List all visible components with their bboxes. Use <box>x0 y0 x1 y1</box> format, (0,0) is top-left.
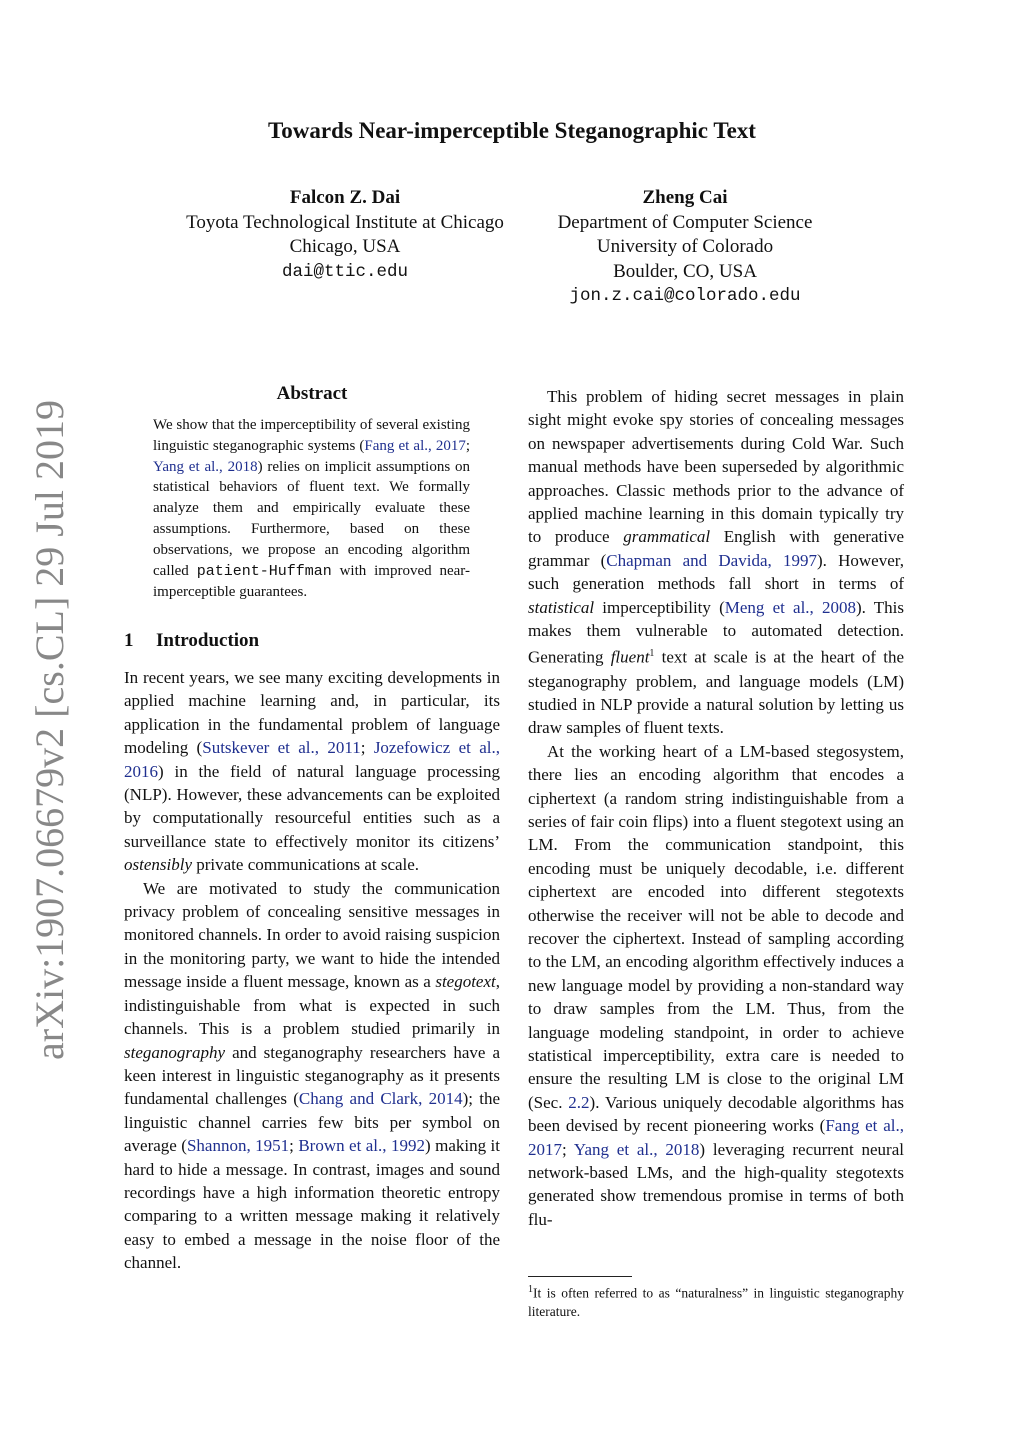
section-ref-link[interactable]: 2.2 <box>568 1092 590 1112</box>
emphasis: grammatical <box>623 527 711 547</box>
abstract-heading: Abstract <box>276 383 348 404</box>
text-run: In recent years, we see many exciting developments in applied machine learning and, in particular, its application in the fundamental problem of language modeling ( <box>124 668 500 758</box>
emphasis: ostensibly <box>124 855 192 875</box>
citation-link[interactable]: Chang and Clark, 2014 <box>298 1089 463 1109</box>
citation-link[interactable]: Yang et al., 2018 <box>573 1139 700 1159</box>
citation-link[interactable]: Chapman and Davida, 1997 <box>606 550 817 570</box>
text-run: ; <box>360 738 374 758</box>
emphasis: statistical <box>528 597 595 617</box>
text-run: and steganography researchers have a keen interest in linguistic steganography as it presents fundamental challenges ( <box>124 1042 500 1109</box>
paragraph <box>124 666 500 877</box>
text-run: ). Various uniquely decodable algorithms has been devised by recent pioneering works ( <box>528 1092 904 1136</box>
left-column <box>124 666 500 1275</box>
citation-link[interactable]: Meng et al., 2008 <box>724 597 856 617</box>
text-run: ; <box>562 1139 574 1159</box>
author-email[interactable]: jon.z.cai@colorado.edu <box>569 286 801 306</box>
abstract-body <box>153 415 470 603</box>
text-run: , indistinguishable from what is expected in such channels. This is a problem studied primarily in <box>124 972 500 1039</box>
author-block-2 <box>520 186 850 309</box>
paragraph <box>528 740 904 1232</box>
right-column <box>528 385 904 1231</box>
section-number: 1 <box>124 630 134 651</box>
author-name: Zheng Cai <box>642 187 728 208</box>
abstract-text: ) relies on implicit assumptions on statistical behaviors of fluent text. We formally analyze them and empirically evaluate these assumptions. Furthermore, based on these observations, we propose an encoding algorithm called <box>153 458 470 579</box>
text-run: ); the linguistic channel carries few bits per symbol on average ( <box>124 1089 501 1156</box>
abstract-text: We show that the imperceptibility of several existing linguistic steganographic systems ( <box>153 417 470 454</box>
author-location: Chicago, USA <box>289 236 401 257</box>
emphasis: fluent <box>610 648 650 668</box>
text-run: ) leveraging recurrent neural network-based LMs, and the high-quality stegotexts generated show tremendous promise in terms of both flu- <box>528 1139 904 1229</box>
footnote <box>528 1281 904 1321</box>
citation-link[interactable]: Sutskever et al., 2011 <box>202 738 361 758</box>
text-run: text at scale is at the heart of the steganography problem, and language models (LM) studied in NLP provide a natural solution by letting us draw samples of fluent texts. <box>528 648 904 738</box>
author-block-1 <box>150 186 540 284</box>
text-run: ). However, such generation methods fall short in terms of <box>528 550 904 594</box>
text-run: ) in the field of natural language processing (NLP). However, these advancements can be exploited by computationally resourceful entities such as a surveillance state to effectively monitor its citizens’ <box>124 761 500 851</box>
text-run: ; <box>289 1136 299 1156</box>
abstract-text: with improved near-imperceptible guarantees. <box>153 562 470 601</box>
text-run: We are motivated to study the communication privacy problem of concealing sensitive messages in monitored channels. In order to avoid raising suspicion in the monitoring party, we want to hide the intended message inside a fluent message, known as a <box>124 878 500 992</box>
paragraph <box>528 385 904 740</box>
footnote-marker[interactable]: 1 <box>649 648 655 660</box>
author-name: Falcon Z. Dai <box>289 187 401 208</box>
emphasis: steganography <box>124 1042 226 1062</box>
author-affiliation: University of Colorado <box>596 236 774 257</box>
author-email[interactable]: dai@ttic.edu <box>281 261 409 282</box>
emphasis: stegotext <box>435 972 496 992</box>
abstract-text: ; <box>465 437 470 454</box>
author-affiliation: Toyota Technological Institute at Chicago <box>186 211 504 233</box>
footnote-rule <box>528 1276 632 1277</box>
author-department: Department of Computer Science <box>557 211 813 233</box>
citation-link[interactable]: Fang et al., 2017 <box>528 1116 904 1159</box>
arxiv-stamp: arXiv:1907.06679v2 [cs.CL] 29 Jul 2019 <box>27 400 72 1060</box>
algorithm-name: patient-Huffman <box>196 562 332 580</box>
section-title: Introduction <box>156 630 260 651</box>
citation-link[interactable]: Shannon, 1951 <box>186 1136 290 1156</box>
footnote-text: It is often referred to as “naturalness” in linguistic steganography literature. <box>528 1285 904 1319</box>
text-run: At the working heart of a LM-based stegosystem, there lies an encoding algorithm that encodes a ciphertext (a random string indistinguishable from a series of fair coin flips) into a fluent stegotext using an LM. From the communication standpoint, this encoding must be uniquely decodable, i.e. different ciphertext are encoded into different stegotexts otherwise the receiver will not be able to decode and recover the ciphertext. Instead of sampling according to the LM, an encoding algorithm effectively induces a new language model by providing a non-standard way to draw samples from the LM. Thus, from the language modeling standpoint, in order to achieve statistical imperceptibility, extra care is needed to ensure the resulting LM is close to the original LM (Sec. <box>528 741 904 1112</box>
author-location: Boulder, CO, USA <box>613 260 757 282</box>
citation-link[interactable]: Yang et al., 2018 <box>153 458 258 475</box>
paper-title: Towards Near-imperceptible Steganographic Text <box>268 118 756 143</box>
section-heading <box>124 630 259 652</box>
text-run: imperceptibility ( <box>594 597 725 617</box>
text-run: English with generative grammar ( <box>528 527 904 570</box>
text-run: ) making it hard to hide a message. In contrast, images and sound recordings have a high information theoretic entropy comparing to a written message making it relatively easy to embed a message in the noise floor of the channel. <box>124 1136 500 1273</box>
citation-link[interactable]: Fang et al., 2017 <box>364 437 466 454</box>
paragraph <box>124 877 500 1275</box>
text-run: private communications at scale. <box>192 855 420 875</box>
footnote-number: 1 <box>528 1284 533 1295</box>
citation-link[interactable]: Brown et al., 1992 <box>298 1136 425 1156</box>
text-run: This problem of hiding secret messages in plain sight might evoke spy stories of concealing messages on newspaper advertisements during Cold War. Such manual methods have been superseded by algorithmic approaches. Classic methods prior to the advance of applied machine learning in this domain typically try to produce <box>528 387 904 547</box>
text-run: ). This makes them vulnerable to automated detection. Generating <box>528 597 904 668</box>
citation-link[interactable]: Jozefowicz et al., 2016 <box>124 738 501 781</box>
